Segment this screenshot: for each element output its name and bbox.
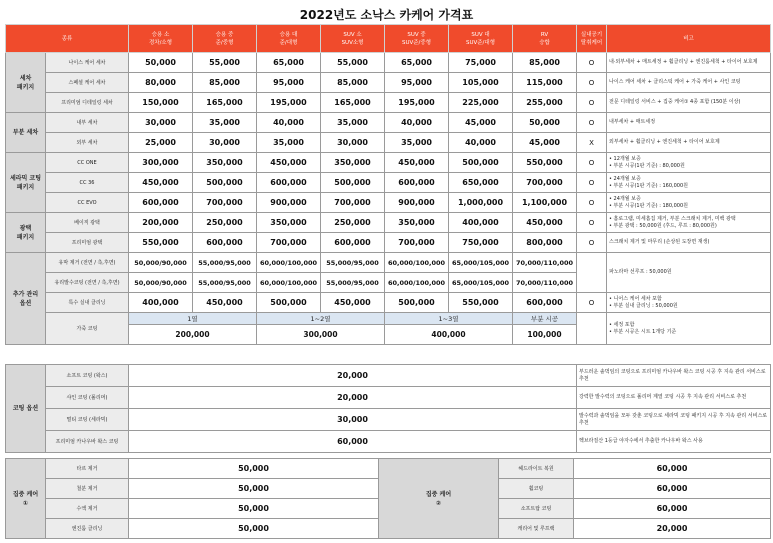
price-table xyxy=(5,24,771,345)
note-cell: 발수력과 솔벅임을 모두 갖춘 코팅으로 세라믹 코팅 패키지 시공 후 지속 관리 서비스로 추천 xyxy=(577,409,771,431)
table-row xyxy=(6,313,771,325)
price-cell: 700,000 xyxy=(385,233,449,253)
price-cell: 200,000 xyxy=(129,325,257,345)
row-label: 유막 제거 (전면 / 측,후면) xyxy=(46,253,129,273)
price-cell: 50,000 xyxy=(129,459,379,479)
note-cell: 내·외부세차 + 매트세정 + 휠클리닝 + 엔진룸세척 + 타이어 보호제 xyxy=(607,53,771,73)
price-cell: 85,000 xyxy=(321,73,385,93)
price-cell: 300,000 xyxy=(129,153,193,173)
category-ceramic: 세라믹 코팅 패키지 xyxy=(6,153,46,213)
table-row xyxy=(6,93,771,113)
price-cell: 450,000 xyxy=(513,213,577,233)
price-cell: 60,000 xyxy=(574,459,771,479)
price-cell: 95,000 xyxy=(385,73,449,93)
note-cell: 내부세차 + 매트세정 xyxy=(607,113,771,133)
note-cell: • 12개월 보증 • 부분 시공(1판 기준) : 80,000원 xyxy=(607,153,771,173)
price-cell: 195,000 xyxy=(385,93,449,113)
header-col: SUV 소 SUV소형 xyxy=(321,25,385,53)
price-cell: 30,000 xyxy=(193,133,257,153)
price-cell: 60,000 xyxy=(574,499,771,519)
note-cell: 외부세차 + 휠클리닝 + 엔진세척 + 타이어 보호제 xyxy=(607,133,771,153)
price-cell: 115,000 xyxy=(513,73,577,93)
price-cell: 20,000 xyxy=(574,519,771,539)
seat-range-label: 부분 시공 xyxy=(513,313,577,325)
indoor-mark: O xyxy=(577,153,607,173)
price-cell: 700,000 xyxy=(321,193,385,213)
row-label: 프리미엄 디테일링 세차 xyxy=(46,93,129,113)
row-label: 특수 실내 클리닝 xyxy=(46,293,129,313)
category-extra: 추가 관리 옵션 xyxy=(6,253,46,345)
table-row xyxy=(6,387,771,409)
indoor-mark: O xyxy=(577,233,607,253)
price-cell: 600,000 xyxy=(257,173,321,193)
note-cell: • 24개월 보증 • 부분 시공(1판 기준) : 180,000원 xyxy=(607,193,771,213)
note-cell: • 니어스 케어 세차 포함 • 부분 실내 클리닝 : 50,000원 xyxy=(607,293,771,313)
price-cell: 165,000 xyxy=(193,93,257,113)
price-cell: 60,000 xyxy=(129,431,577,453)
table-row xyxy=(6,133,771,153)
price-cell: 30,000 xyxy=(129,113,193,133)
note-cell: 파노라마 선루프 : 50,000원 xyxy=(607,253,771,293)
price-cell: 700,000 xyxy=(513,173,577,193)
row-label: 캐리어 및 루프랙 xyxy=(499,519,574,539)
price-cell: 25,000 xyxy=(129,133,193,153)
price-cell: 750,000 xyxy=(449,233,513,253)
price-cell: 600,000 xyxy=(321,233,385,253)
table-row xyxy=(6,153,771,173)
price-cell: 250,000 xyxy=(321,213,385,233)
price-cell: 80,000 xyxy=(129,73,193,93)
indoor-mark xyxy=(577,253,607,293)
price-cell: 55,000/95,000 xyxy=(193,273,257,293)
price-cell: 70,000/110,000 xyxy=(513,273,577,293)
indoor-mark: O xyxy=(577,193,607,213)
price-cell: 450,000 xyxy=(193,293,257,313)
price-cell: 60,000/100,000 xyxy=(385,253,449,273)
indoor-mark: O xyxy=(577,113,607,133)
indoor-mark: X xyxy=(577,133,607,153)
price-cell: 400,000 xyxy=(449,213,513,233)
price-cell: 900,000 xyxy=(385,193,449,213)
price-cell: 150,000 xyxy=(129,93,193,113)
row-label: 내부 세차 xyxy=(46,113,129,133)
header-col: RV 승합 xyxy=(513,25,577,53)
row-label: CC 36 xyxy=(46,173,129,193)
note-cell: 헥브라질산 1등급 야자수에서 추출한 카나우바 왁스 사용 xyxy=(577,431,771,453)
table-row xyxy=(6,365,771,387)
row-label: 프리미엄 카나우바 왁스 코팅 xyxy=(46,431,129,453)
price-cell: 30,000 xyxy=(129,409,577,431)
price-cell: 600,000 xyxy=(385,173,449,193)
price-cell: 350,000 xyxy=(385,213,449,233)
price-cell: 30,000 xyxy=(321,133,385,153)
price-cell: 500,000 xyxy=(449,153,513,173)
price-cell: 85,000 xyxy=(513,53,577,73)
table-row xyxy=(6,253,771,273)
price-cell: 350,000 xyxy=(257,213,321,233)
price-cell: 600,000 xyxy=(193,233,257,253)
price-cell: 75,000 xyxy=(449,53,513,73)
price-cell: 55,000 xyxy=(193,53,257,73)
price-cell: 60,000/100,000 xyxy=(257,273,321,293)
price-cell: 35,000 xyxy=(385,133,449,153)
price-cell: 60,000/100,000 xyxy=(257,253,321,273)
row-label: 철분 제거 xyxy=(46,479,129,499)
header-col: SUV 중 SUV준/중형 xyxy=(385,25,449,53)
note-cell: • 24개월 보증 • 부분 시공(1판 기준) : 160,000원 xyxy=(607,173,771,193)
indoor-mark: O xyxy=(577,73,607,93)
price-cell: 500,000 xyxy=(193,173,257,193)
header-note: 비고 xyxy=(607,25,771,53)
row-label: 가죽 코팅 xyxy=(46,313,129,345)
row-label: 외부 세차 xyxy=(46,133,129,153)
row-label: CC EVO xyxy=(46,193,129,213)
row-label: 멀티 코팅 (세라믹) xyxy=(46,409,129,431)
price-cell: 500,000 xyxy=(257,293,321,313)
row-label: 유리발수코팅 (전면 / 측,후면) xyxy=(46,273,129,293)
price-cell: 50,000 xyxy=(513,113,577,133)
table-row xyxy=(6,113,771,133)
header-indoor: 실내공기 탈취케어 xyxy=(577,25,607,53)
price-cell: 600,000 xyxy=(513,293,577,313)
price-cell: 50,000 xyxy=(129,499,379,519)
row-label: CC ONE xyxy=(46,153,129,173)
indoor-mark xyxy=(577,313,607,345)
table-row xyxy=(6,409,771,431)
price-cell: 65,000/105,000 xyxy=(449,253,513,273)
price-cell: 65,000 xyxy=(257,53,321,73)
concentrate-table xyxy=(5,458,771,539)
price-cell: 95,000 xyxy=(257,73,321,93)
price-cell: 195,000 xyxy=(257,93,321,113)
coating-table xyxy=(5,364,771,453)
price-cell: 255,000 xyxy=(513,93,577,113)
row-label: 스페셜 케어 세차 xyxy=(46,73,129,93)
header-col: 승용 대 준/대형 xyxy=(257,25,321,53)
note-cell: 나이스 케어 세차 + 클리스틱 케어 + 가죽 케어 + 사인 코팅 xyxy=(607,73,771,93)
price-cell: 40,000 xyxy=(257,113,321,133)
indoor-mark: O xyxy=(577,293,607,313)
row-label: 휠코팅 xyxy=(499,479,574,499)
price-cell: 300,000 xyxy=(257,325,385,345)
price-cell: 650,000 xyxy=(449,173,513,193)
table-row xyxy=(6,73,771,93)
price-cell: 500,000 xyxy=(385,293,449,313)
page-title: 2022년도 소낙스 카케어 가격표 xyxy=(299,8,474,22)
seat-range-label: 1~3열 xyxy=(385,313,513,325)
header-col: 승용 소 경차/소형 xyxy=(129,25,193,53)
note-cell: • 흠로그램, 미세흠집 제거, 부분 스크래치 제거, 미백 광택 • 부분 광택 : 50,000원 (후드, 루프 : 80,000원) xyxy=(607,213,771,233)
row-label: 베이직 광택 xyxy=(46,213,129,233)
row-label: 샤인 코팅 (폴리머) xyxy=(46,387,129,409)
price-cell: 1,100,000 xyxy=(513,193,577,213)
category-wash: 세차 패키지 xyxy=(6,53,46,113)
indoor-mark: O xyxy=(577,173,607,193)
table-row xyxy=(6,431,771,453)
price-cell: 70,000/110,000 xyxy=(513,253,577,273)
table-header xyxy=(6,25,771,53)
row-label: 수액 제거 xyxy=(46,499,129,519)
price-cell: 400,000 xyxy=(129,293,193,313)
category-polish: 광택 패키지 xyxy=(6,213,46,253)
price-cell: 50,000 xyxy=(129,519,379,539)
row-label: 엔진룸 클리닝 xyxy=(46,519,129,539)
price-cell: 50,000/90,000 xyxy=(129,253,193,273)
price-cell: 400,000 xyxy=(385,325,513,345)
price-cell: 45,000 xyxy=(449,113,513,133)
price-cell: 50,000/90,000 xyxy=(129,273,193,293)
price-cell: 800,000 xyxy=(513,233,577,253)
indoor-mark: O xyxy=(577,93,607,113)
header-col: SUV 대 SUV준/대형 xyxy=(449,25,513,53)
price-cell: 50,000 xyxy=(129,479,379,499)
table-row xyxy=(6,293,771,313)
price-cell: 550,000 xyxy=(449,293,513,313)
price-cell: 50,000 xyxy=(129,53,193,73)
price-cell: 350,000 xyxy=(193,153,257,173)
table-row xyxy=(6,193,771,213)
row-label: 소프트탑 코팅 xyxy=(499,499,574,519)
price-cell: 250,000 xyxy=(193,213,257,233)
row-label: 헤드라이트 복원 xyxy=(499,459,574,479)
price-cell: 65,000 xyxy=(385,53,449,73)
price-cell: 600,000 xyxy=(129,193,193,213)
price-cell: 20,000 xyxy=(129,387,577,409)
category-concentrate-2: 집중 케어 ② xyxy=(379,459,499,539)
price-cell: 500,000 xyxy=(321,173,385,193)
table-row xyxy=(6,213,771,233)
price-cell: 65,000/105,000 xyxy=(449,273,513,293)
price-cell: 55,000 xyxy=(321,53,385,73)
price-cell: 20,000 xyxy=(129,365,577,387)
table-row xyxy=(6,53,771,73)
indoor-mark: O xyxy=(577,53,607,73)
note-cell: 스크래치 제거 및 마무리 (손상된 도장면 재생) xyxy=(607,233,771,253)
note-cell: • 세정 포함 • 부분 시공은 시트 1개당 기준 xyxy=(607,313,771,345)
price-cell: 55,000/95,000 xyxy=(321,273,385,293)
price-cell: 550,000 xyxy=(129,233,193,253)
price-cell: 450,000 xyxy=(385,153,449,173)
price-cell: 60,000 xyxy=(574,479,771,499)
price-cell: 60,000/100,000 xyxy=(385,273,449,293)
header-type: 종류 xyxy=(6,25,129,53)
note-cell: 전문 디테일링 서비스 + 집중 케어① 4종 포함 (150분 이상) xyxy=(607,93,771,113)
price-cell: 45,000 xyxy=(513,133,577,153)
category-partial: 부분 세차 xyxy=(6,113,46,153)
header-col: 승용 중 준/중형 xyxy=(193,25,257,53)
price-cell: 1,000,000 xyxy=(449,193,513,213)
price-cell: 35,000 xyxy=(321,113,385,133)
row-label: 소프트 코팅 (왁스) xyxy=(46,365,129,387)
price-cell: 165,000 xyxy=(321,93,385,113)
price-cell: 450,000 xyxy=(321,293,385,313)
price-cell: 105,000 xyxy=(449,73,513,93)
price-cell: 700,000 xyxy=(193,193,257,213)
row-label: 타르 제거 xyxy=(46,459,129,479)
price-cell: 40,000 xyxy=(449,133,513,153)
row-label: 나이스 케어 세차 xyxy=(46,53,129,73)
price-cell: 55,000/95,000 xyxy=(193,253,257,273)
price-cell: 225,000 xyxy=(449,93,513,113)
price-cell: 700,000 xyxy=(257,233,321,253)
price-cell: 900,000 xyxy=(257,193,321,213)
price-cell: 35,000 xyxy=(193,113,257,133)
category-coating: 코팅 옵션 xyxy=(6,365,46,453)
table-row xyxy=(6,173,771,193)
note-cell: 부드러운 솔벅임의 코팅으로 프리미엄 카나우바 왁스 코팅 시공 후 지속 관리 서비스로 추천 xyxy=(577,365,771,387)
indoor-mark: O xyxy=(577,213,607,233)
price-cell: 200,000 xyxy=(129,213,193,233)
category-concentrate-1: 집중 케어 ① xyxy=(6,459,46,539)
price-cell: 85,000 xyxy=(193,73,257,93)
price-cell: 450,000 xyxy=(257,153,321,173)
price-cell: 450,000 xyxy=(129,173,193,193)
seat-range-label: 1열 xyxy=(129,313,257,325)
price-cell: 55,000/95,000 xyxy=(321,253,385,273)
row-label: 프리미엄 광택 xyxy=(46,233,129,253)
price-cell: 40,000 xyxy=(385,113,449,133)
seat-range-label: 1~2열 xyxy=(257,313,385,325)
table-row xyxy=(6,459,771,479)
table-row xyxy=(6,233,771,253)
price-cell: 550,000 xyxy=(513,153,577,173)
price-cell: 350,000 xyxy=(321,153,385,173)
note-cell: 강력한 발수력의 코팅으로 폴리머 계열 코팅 시공 후 지속 관리 서비스로 추천 xyxy=(577,387,771,409)
price-cell: 35,000 xyxy=(257,133,321,153)
price-cell: 100,000 xyxy=(513,325,577,345)
